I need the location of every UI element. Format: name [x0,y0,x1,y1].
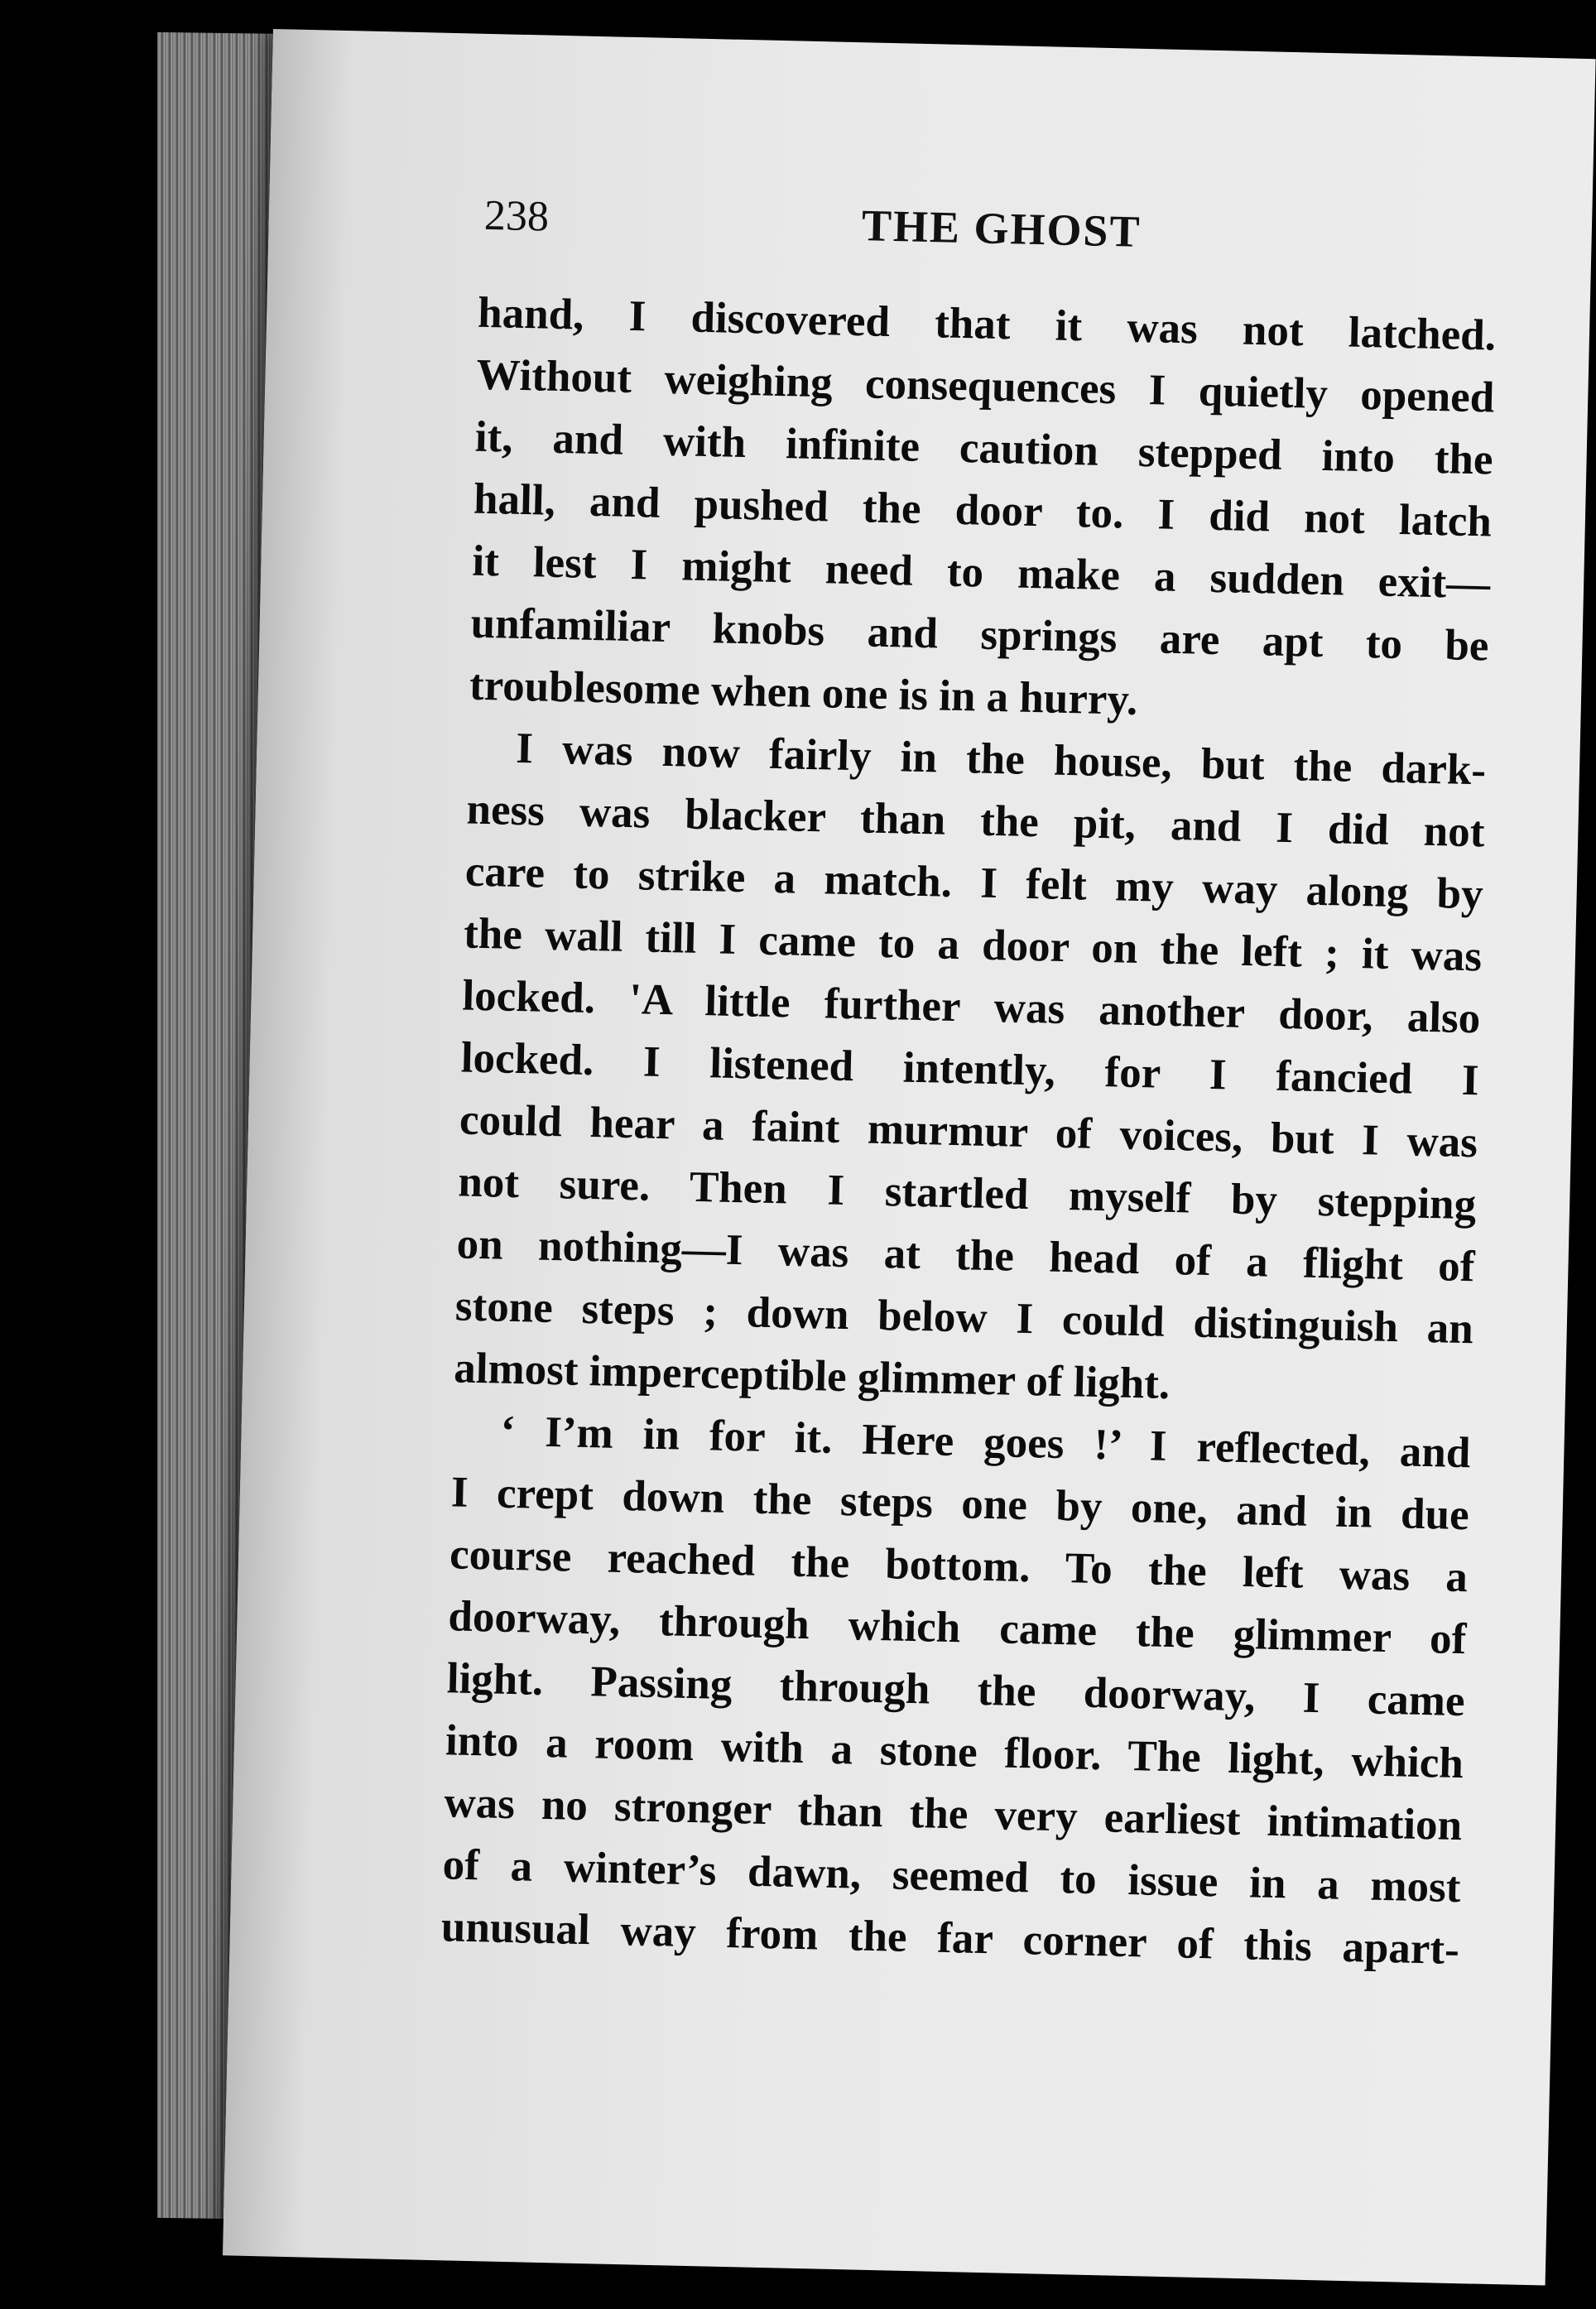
body-text [440,282,1497,1981]
book-page [223,29,1596,2286]
text-line: hand, I discovered that it was not latched. [477,288,1497,360]
text-line: could hear a faint murmur of voices, but I was [459,1095,1478,1167]
text-line: almost imperceptible glimmer of light. [453,1344,1171,1408]
text-line: unusual way from the far corner of this apart- [440,1903,1460,1975]
text-line: it lest I might need to make a sudden exit— [471,536,1491,609]
text-line: stone steps ; down below I could distinguish an [454,1282,1474,1354]
page-header [483,191,1520,289]
text-line: of a winter’s dawn, seemed to issue in a most [442,1840,1462,1912]
text-line: ‘ I’m in for it. Here goes !’ I reflected, and [499,1407,1472,1478]
text-line: into a room with a stone floor. The light, which [445,1716,1464,1788]
text-line: unfamiliar knobs and springs are apt to be [470,599,1490,671]
text-line: I was now fairly in the house, but the dark- [515,724,1487,795]
text-line: was no stronger than the very earliest intimation [443,1778,1463,1850]
text-line: locked. I listened intently, for I fancied I [460,1033,1480,1105]
text-line: the wall till I came to a door on the left ; it was [463,909,1483,981]
running-title: THE GHOST [861,200,1142,257]
text-line: light. Passing through the doorway, I came [446,1654,1466,1726]
text-line: locked. 'A little further was another door, also [461,971,1481,1043]
text-line: doorway, through which came the glimmer of [447,1592,1467,1664]
text-line: I crept down the steps one by one, and in due [450,1468,1470,1540]
page-number: 238 [483,191,550,241]
text-line: course reached the bottom. To the left was a [449,1530,1469,1602]
text-line: troublesome when one is in a hurry. [469,661,1138,724]
text-line: not sure. Then I startled myself by stepping [457,1157,1477,1229]
text-line: on nothing—I was at the head of a flight of [456,1219,1476,1292]
text-line: ness was blacker than the pit, and I did not [466,785,1486,857]
text-line: care to strike a match. I felt my way along by [464,847,1484,919]
text-line: hall, and pushed the door to. I did not latch [473,474,1493,546]
text-line: Without weighing consequences I quietly opened [475,350,1495,422]
text-line: it, and with infinite caution stepped into the [474,412,1494,484]
